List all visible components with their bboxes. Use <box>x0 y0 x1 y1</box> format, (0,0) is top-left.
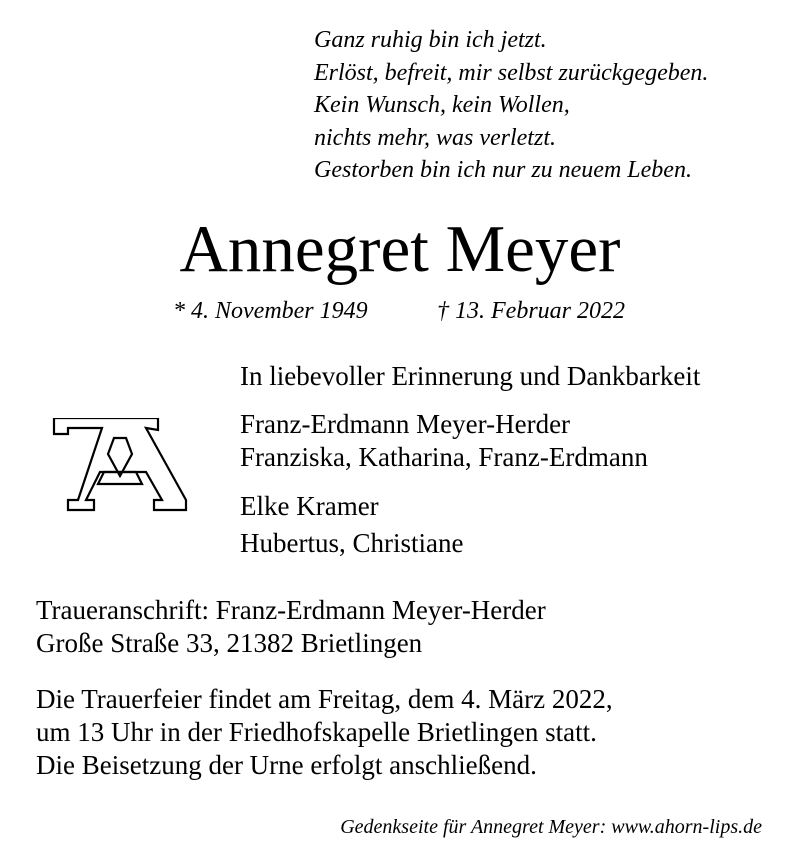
poem-line: Ganz ruhig bin ich jetzt. <box>314 27 547 53</box>
poem-line: Kein Wunsch, kein Wollen, <box>314 92 570 118</box>
death-date: † 13. Februar 2022 <box>437 298 625 324</box>
memorial-page-link[interactable]: Gedenkseite für Annegret Meyer: www.ahorn-lips.de <box>340 816 762 838</box>
service-line: Die Beisetzung der Urne erfolgt anschließend. <box>36 750 537 780</box>
birth-date: * 4. November 1949 <box>173 298 368 324</box>
poem-line: Gestorben bin ich nur zu neuem Leben. <box>314 157 692 183</box>
service-line: um 13 Uhr in der Friedhofskapelle Brietlingen statt. <box>36 717 597 747</box>
remembrance-intro: In liebevoller Erinnerung und Dankbarkeit <box>240 361 701 391</box>
service-line: Die Trauerfeier findet am Freitag, dem 4. März 2022, <box>36 684 613 714</box>
deceased-name: Annegret Meyer <box>179 212 621 286</box>
address-line: Traueranschrift: Franz-Erdmann Meyer-Herder <box>36 595 546 625</box>
mourner-line: Elke Kramer <box>240 491 379 521</box>
address-line: Große Straße 33, 21382 Brietlingen <box>36 628 423 658</box>
poem-line: Erlöst, befreit, mir selbst zurückgegeben. <box>314 59 709 86</box>
mourner-line: Hubertus, Christiane <box>240 528 464 558</box>
poem-line: nichts mehr, was verletzt. <box>314 124 556 151</box>
mourner-line: Franz-Erdmann Meyer-Herder <box>240 409 571 439</box>
monogram-am-icon <box>50 418 190 518</box>
poem <box>314 24 708 187</box>
mourner-line: Franziska, Katharina, Franz-Erdmann <box>240 442 648 472</box>
